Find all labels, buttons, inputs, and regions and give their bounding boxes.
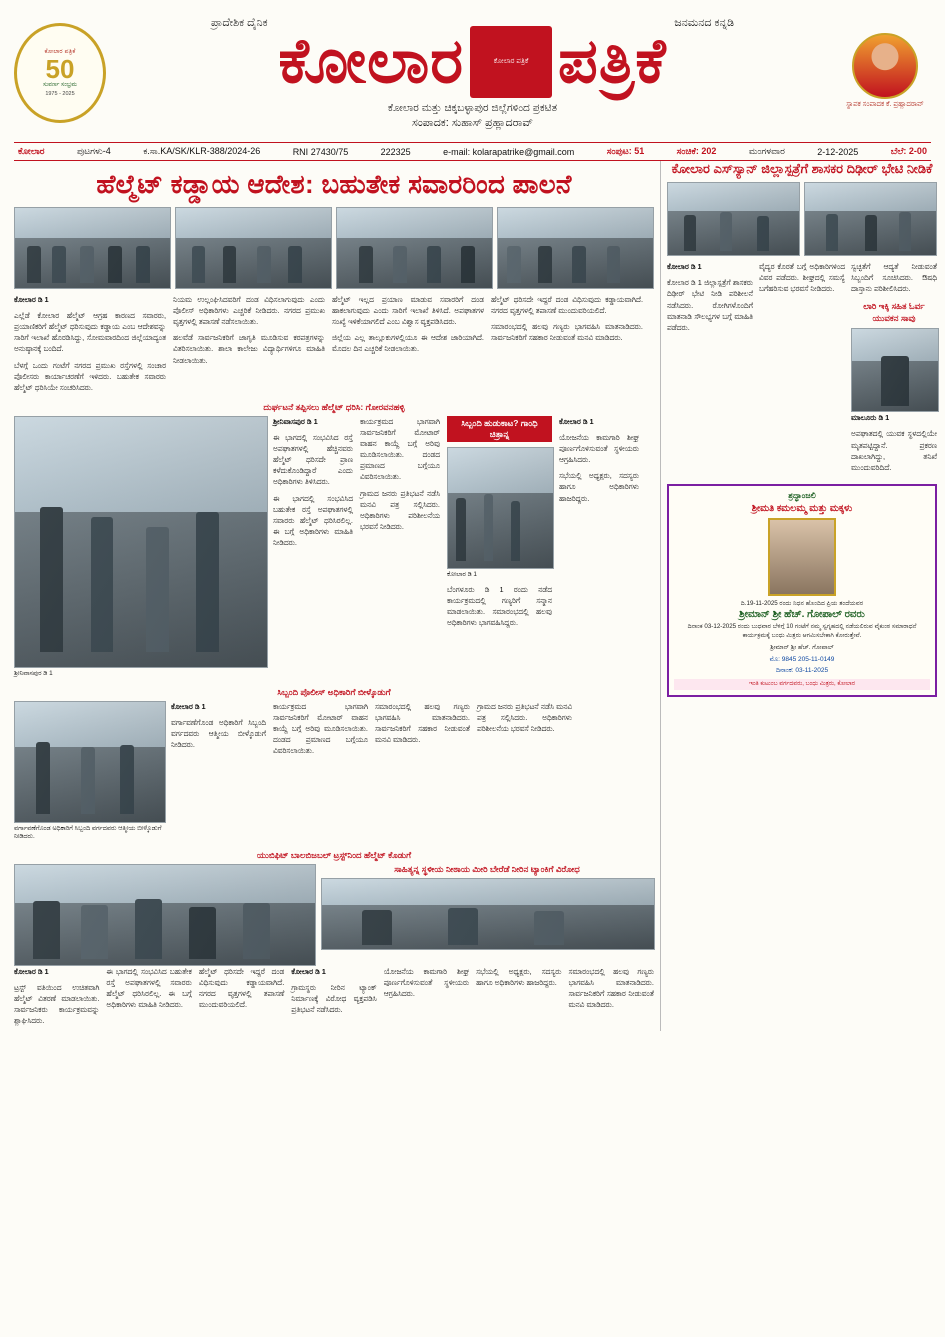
bottom-col-3 — [199, 966, 284, 1032]
bottom-col-2 — [106, 966, 191, 1032]
bottom-col-6 — [476, 966, 561, 1032]
info-date: 2-12-2025 — [817, 146, 859, 157]
founder-caption: ಸ್ಥಾಪಕ ಸಂಪಾದಕ ಕೆ. ಪ್ರಹ್ಲಾದರಾವ್ — [846, 100, 924, 108]
bottom-col-5 — [384, 966, 469, 1032]
bottom-col-1 — [14, 966, 99, 1032]
lead-text-columns — [14, 294, 654, 398]
farewell-photo-caption: ವರ್ಗಾವಣೆಗೊಂಡ ಅಧಿಕಾರಿಗೆ ಸಿಬ್ಬಂದಿ ವರ್ಗದವರು ಆತ್ಮೀಯ ಬೀಳ್ಕೊಡುಗೆ ನೀಡಿದರು. — [14, 824, 162, 841]
right-col1-body: ಕೋಲಾರ ಡಿ 1 ಜಿಲ್ಲಾಸ್ಪತ್ರೆಗೆ ಶಾಸಕರು ದಿಢೀರ್ ಭೇಟಿ ನೀಡಿ ಪರಿಶೀಲನೆ ನಡೆಸಿದರು. ರೋಗಿಗಳೊಂದಿಗೆ ಮಾತನಾಡಿ ಸೌಲಭ್ಯಗಳ ಬಗ್ಗೆ ಮಾಹಿತಿ ಪಡೆದರು. — [667, 278, 753, 332]
lead-photo-1 — [14, 207, 171, 289]
mid-col-b-extra: ಗ್ರಾಮದ ಜನರು ಪ್ರತಿಭಟನೆ ನಡೆಸಿ ಮನವಿ ಪತ್ರ ಸಲ್ಲಿಸಿದರು. ಅಧಿಕಾರಿಗಳು ಪರಿಶೀಲನೆಯ ಭರವಸೆ ನೀಡಿದರು. — [360, 488, 440, 531]
trust-photo — [14, 864, 316, 966]
bottom-col3-body: ಹೆಲ್ಮೆಟ್ ಧರಿಸದೇ ಇದ್ದರೆ ದಂಡ ವಿಧಿಸುವುದು ಕಡ್ಡಾಯವಾಗಿದೆ. ನಗರದ ವೃತ್ತಗಳಲ್ಲಿ ತಪಾಸಣೆ ಮುಂದುವರಿಯಲಿದೆ. — [198, 966, 285, 1010]
lead-photo-row — [14, 207, 654, 289]
right-col-1 — [667, 261, 753, 478]
info-place: ಕೋಲಾರ — [18, 146, 45, 156]
right-col-3 — [851, 261, 937, 478]
obit-text: ದಿನಾಂಕ 03-12-2025 ರಂದು ಬುಧವಾರ ಬೆಳಿಗ್ಗೆ 10 ಗಂಟೆಗೆ ನಮ್ಮ ಸ್ವಗೃಹದಲ್ಲಿ ನಡೆಯಲಿರುವ ವೈಕುಂಠ ಸಮಾರಾಧನೆ ಕಾರ್ಯಕ್ರಮಕ್ಕೆ ಬಂಧು ಮಿತ್ರರು ಆಗಮಿಸಬೇಕಾಗಿ ಕೋರುತ್ತೇವೆ. — [687, 622, 917, 639]
obit-photo-caption: ಶ್ರೀಮಾನ್ ಶ್ರೀ ಹೆಚ್. ಗೋಪಾಲ್ — [770, 643, 834, 651]
right-dateline: ಕೋಲಾರ ಡಿ 1 — [667, 262, 702, 272]
masthead-subtitle: ಕೋಲಾರ ಮತ್ತು ಚಿಕ್ಕಬಳ್ಳಾಪುರ ಜಿಲ್ಲೆಗಳಿಂದ ಪ್ರಕಟಿತ — [387, 101, 558, 114]
lead-col1-p2: ಬೆಳಗ್ಗೆ ಒಂದು ಗಂಟೆಗೆ ನಗರದ ಪ್ರಮುಖ ರಸ್ತೆಗಳಲ್ಲಿ ಸಂಚಾರ ಪೊಲೀಸರು ಕಾರ್ಯಾಚರಣೆಗೆ ಇಳಿದರು. ಬಹುತೇಕ ಸವಾರರು ಹೆಲ್ಮೆಟ್ ಧರಿಸಿಯೇ ಸಂಚರಿಸಿದರು. — [14, 360, 166, 392]
right-photo-1 — [667, 182, 800, 256]
right-col3-body: ಸ್ವಚ್ಛತೆಗೆ ಆದ್ಯತೆ ನೀಡುವಂತೆ ಸಿಬ್ಬಂದಿಗೆ ಸೂಚಿಸಿದರು. ಔಷಧಿ ದಾಸ್ತಾನು ಪರಿಶೀಲಿಸಿದರು. — [851, 262, 937, 294]
section-heading-trust: ಯುಬಿಫಿಟ್ ಬಾಲಬಿಜಬಲ್ ಟ್ರಸ್ಟ್‌ನಿಂದ ಹೆಲ್ಮೆಟ್ ಕೊಡುಗೆ — [256, 849, 412, 860]
mid-col-c-body: ಯೋಜನೆಯ ಕಾಮಗಾರಿ ಶೀಘ್ರ ಪೂರ್ಣಗೊಳಿಸುವಂತೆ ಸ್ಥಳೀಯರು ಆಗ್ರಹಿಸಿದರು. — [559, 432, 639, 465]
lead-col4-p1: ಹೆಲ್ಮೆಟ್ ಧರಿಸದೇ ಇದ್ದರೆ ದಂಡ ವಿಧಿಸುವುದು ಕಡ್ಡಾಯವಾಗಿದೆ. ನಗರದ ವೃತ್ತಗಳಲ್ಲಿ ತಪಾಸಣೆ ಮುಂದುವರಿಯಲಿದೆ. — [491, 295, 643, 316]
temple-emblem-icon: ಕೋಲಾರ ಪತ್ರಿಕೆ — [470, 26, 552, 98]
mid-col-a-dateline: ಶ್ರೀನಿವಾಸಪುರ ಡಿ 1 — [273, 416, 318, 426]
mid-col-c-extra: ಸಭೆಯಲ್ಲಿ ಅಧ್ಯಕ್ಷರು, ಸದಸ್ಯರು ಹಾಗೂ ಅಧಿಕಾರಿಗಳು ಹಾಜರಿದ್ದರು. — [559, 471, 639, 503]
obit-portrait — [768, 518, 836, 596]
traffic-photo-caption: ಶ್ರೀನಿವಾಸಪುರ ಡಿ 1 — [14, 669, 53, 677]
masthead-title-block — [106, 17, 839, 130]
bottom-col1-body: ಟ್ರಸ್ಟ್ ವತಿಯಿಂದ ಉಚಿತವಾಗಿ ಹೆಲ್ಮೆಟ್ ವಿತರಣೆ ಮಾಡಲಾಯಿತು. ಸಾರ್ವಜನಿಕರು ಕಾರ್ಯಕ್ರಮವನ್ನು ಶ್ಲಾಘಿಸಿದರು. — [14, 982, 100, 1026]
bottom-col-7 — [569, 966, 654, 1032]
obit-date-line: ದಿ.19-11-2025 ರಂದು ನಿಧನ ಹೊಂದಿದ ಪ್ರಿಯ ತಂದೆಯವರ — [740, 599, 864, 607]
mid-col-a-body: ಈ ಭಾಗದಲ್ಲಿ ಸಂಭವಿಸಿದ ರಸ್ತೆ ಅಪಘಾತಗಳಲ್ಲಿ ಹೆಚ್ಚಿನವರು ಹೆಲ್ಮೆಟ್ ಧರಿಸದೇ ಪ್ರಾಣ ಕಳೆದುಕೊಂಡಿದ್ದಾರೆ ಎಂದು ಅಧಿಕಾರಿಗಳು ತಿಳಿಸಿದರು. — [273, 432, 353, 487]
right-col2-body: ವೈದ್ಯರ ಕೊರತೆ ಬಗ್ಗೆ ಅಧಿಕಾರಿಗಳಿಂದ ವಿವರ ಪಡೆದರು. ಶೀಘ್ರದಲ್ಲಿ ಸಮಸ್ಯೆ ಬಗೆಹರಿಸುವ ಭರವಸೆ ನೀಡಿದರು. — [759, 262, 845, 294]
right-sub-photo — [851, 328, 939, 412]
info-rni: RNI 27430/75 — [292, 146, 349, 157]
right-headline: ಕೋಲಾರ ಎಸ್‌ಸ್ಯಾನ್ ಜಿಲ್ಲಾಸ್ಪತ್ರೆಗೆ ಶಾಸಕರ ದಿಢೀರ್ ಭೇಟಿ ನೀಡಿಕೆ — [671, 161, 933, 176]
lead-col4-p2: ಸಮಾರಂಭದಲ್ಲಿ ಹಲವು ಗಣ್ಯರು ಭಾಗವಹಿಸಿ ಮಾತನಾಡಿದರು. ಸಾರ್ವಜನಿಕರಿಗೆ ಸಹಕಾರ ನೀಡುವಂತೆ ಮನವಿ ಮಾಡಿದರು. — [491, 322, 643, 343]
award-photo — [447, 447, 554, 569]
bottom-text-columns — [14, 966, 654, 1032]
water-tank-photo — [321, 878, 655, 950]
bottom-col2-body: ಈ ಭಾಗದಲ್ಲಿ ಸಂಭವಿಸಿದ ಬಹುತೇಕ ರಸ್ತೆ ಅಪಘಾತಗಳಲ್ಲಿ ಸವಾರರು ಹೆಲ್ಮೆಟ್ ಧರಿಸಿರಲಿಲ್ಲ. ಈ ಬಗ್ಗೆ ಅಧಿಕಾರಿಗಳು ಮಾಹಿತಿ ನೀಡಿದರು. — [106, 966, 192, 1010]
page-content — [14, 161, 937, 1031]
right-sub-heading: ಲಾರಿ ಇಕ್ಕಿ ಸಹಿತ ಓರ್ವ ಯುವಕನ ಸಾವು — [863, 300, 925, 324]
mid-photo-col — [14, 416, 266, 683]
mid-col-b-body: ಕಾರ್ಯಕ್ರಮದ ಭಾಗವಾಗಿ ಸಾರ್ವಜನಿಕರಿಗೆ ಮೋಟಾರ್ ವಾಹನ ಕಾಯ್ದೆ ಬಗ್ಗೆ ಅರಿವು ಮೂಡಿಸಲಾಯಿತು. ದಂಡದ ಪ್ರಮಾಣದ ಬಗ್ಗೆಯೂ ವಿವರಿಸಲಾಯಿತು. — [360, 416, 440, 482]
mid-col-a — [273, 416, 353, 683]
lead-headline: ಹೆಲ್ಮೆಟ್ ಕಡ್ಡಾಯ ಆದೇಶ: ಬಹುತೇಕ ಸವಾರರಿಂದ ಪಾಲನೆ — [96, 169, 572, 199]
lead-dateline: ಕೋಲಾರ ಡಿ 1 — [14, 295, 49, 304]
lead-col3-p2: ಜಿಲ್ಲೆಯ ಎಲ್ಲ ತಾಲ್ಲೂಕುಗಳಲ್ಲಿಯೂ ಈ ಆದೇಶ ಜಾರಿಯಾಗಿದೆ. ಮೊದಲ ದಿನ ಎಚ್ಚರಿಕೆ ನೀಡಲಾಯಿತು. — [332, 333, 484, 354]
right-sub-dateline: ಮಾಲೂರು ಡಿ 1 — [851, 413, 890, 423]
pre-title-right: ಜನಮನದ ಕನ್ನಡಿ — [674, 16, 734, 29]
bottom-col7-body: ಸಮಾರಂಭದಲ್ಲಿ ಹಲವು ಗಣ್ಯರು ಭಾಗವಹಿಸಿ ಮಾತನಾಡಿದರು. ಸಾರ್ವಜನಿಕರಿಗೆ ಸಹಕಾರ ನೀಡುವಂತೆ ಮನವಿ ಮಾಡಿದರು. — [568, 966, 654, 1010]
right-photo-2 — [804, 182, 937, 256]
obit-line1: ಶ್ರದ್ಧಾಂಜಲಿ — [788, 490, 816, 500]
farewell-col-1 — [171, 701, 266, 846]
lead-col-3 — [332, 294, 484, 398]
right-sub-body: ಅಪಘಾತದಲ್ಲಿ ಯುವಕ ಸ್ಥಳದಲ್ಲಿಯೇ ಮೃತಪಟ್ಟಿದ್ದಾನೆ. ಪ್ರಕರಣ ದಾಖಲಾಗಿದ್ದು, ತನಿಖೆ ಮುಂದುವರಿದಿದೆ. — [851, 429, 937, 472]
bottom-col4-body: ಗ್ರಾಮಸ್ಥರು ನೀರಿನ ಟ್ಯಾಂಕ್ ನಿರ್ಮಾಣಕ್ಕೆ ವಿರೋಧ ವ್ಯಕ್ತಪಡಿಸಿ ಪ್ರತಿಭಟನೆ ನಡೆಸಿದರು. — [291, 982, 377, 1015]
farewell-col-4 — [477, 701, 572, 846]
editor-line: ಸಂಪಾದಕ: ಸುಹಾಸ್ ಪ್ರಹ್ಲಾದರಾವ್ — [412, 116, 533, 129]
lead-col-4 — [491, 294, 643, 398]
bottom-col5-body: ಯೋಜನೆಯ ಕಾಮಗಾರಿ ಶೀಘ್ರ ಪೂರ್ಣಗೊಳಿಸುವಂತೆ ಸ್ಥಳೀಯರು ಆಗ್ರಹಿಸಿದರು. — [383, 966, 470, 999]
farewell-col-2 — [273, 701, 368, 846]
info-email[interactable]: e-mail: kolarapatrike@gmail.com — [443, 146, 575, 157]
mid-col-c — [559, 416, 639, 683]
info-volume: ಸಂಪುಟ: 51 — [606, 146, 645, 156]
paper-title-right: ಪತ್ರಿಕೆ — [558, 26, 667, 96]
award-photo-caption: ಕೋಲಾರ ಡಿ 1 — [447, 570, 477, 578]
obit-line2: ಶ್ರೀಮತಿ ಕಮಲಮ್ಮ ಮತ್ತು ಮಕ್ಕಳು — [751, 502, 853, 514]
info-registration: ಕ.ಸಾ.KA/SK/KLR-388/2024-26 — [143, 146, 261, 156]
farewell-col4-body: ಗ್ರಾಮದ ಜನರು ಪ್ರತಿಭಟನೆ ನಡೆಸಿ ಮನವಿ ಪತ್ರ ಸಲ್ಲಿಸಿದರು. ಅಧಿಕಾರಿಗಳು ಪರಿಶೀಲನೆಯ ಭರವಸೆ ನೀಡಿದರು. — [477, 701, 572, 733]
farewell-col2-body: ಕಾರ್ಯಕ್ರಮದ ಭಾಗವಾಗಿ ಸಾರ್ವಜನಿಕರಿಗೆ ಮೋಟಾರ್ ವಾಹನ ಕಾಯ್ದೆ ಬಗ್ಗೆ ಅರಿವು ಮೂಡಿಸಲಾಯಿತು. ದಂಡದ ಪ್ರಮಾಣದ ಬಗ್ಗೆಯೂ ವಿವರಿಸಲಾಯಿತು. — [273, 701, 368, 755]
farewell-col3-body: ಸಮಾರಂಭದಲ್ಲಿ ಹಲವು ಗಣ್ಯರು ಭಾಗವಹಿಸಿ ಮಾತನಾಡಿದರು. ಸಾರ್ವಜನಿಕರಿಗೆ ಸಹಕಾರ ನೀಡುವಂತೆ ಮನವಿ ಮಾಡಿದರು. — [375, 701, 470, 744]
lead-photo-4 — [497, 207, 654, 289]
logo-top-text: ಕೋಲಾರ ಪತ್ರಿಕೆ — [44, 49, 76, 55]
section-heading-watertank: ಸಾಹಿತ್ಯನ್ನ ಸ್ಥಳೀಯ ನೀಠಾಯ ಮೀರಿ ಬೇರೆಡೆ ನೀರಿನ ಟ್ಯಾಂಕಿಗೆ ವಿರೋಧ — [394, 863, 580, 874]
info-issue: ಸಂಚಿಕೆ: 202 — [676, 146, 717, 156]
logo-fifty: 50 — [45, 54, 75, 84]
right-zone — [660, 161, 937, 1031]
lead-col1-p1: ಎಲ್ಲೆಡೆ ಕೋಲಾರ ಹೆಲ್ಮೆಟ್ ಆಗ್ರಹ ಕಾರಣದ ಸವಾರರು, ಪ್ರಯಾಣಿಕರಿಗೆ ಹೆಲ್ಮೆಟ್ ಧರಿಸುವುದು ಕಡ್ಡಾಯ ಎಂಬ ಆದೇಶವನ್ನು ಸಾರಿಗೆ ಇಲಾಖೆ ಹೊರಡಿಸಿದ್ದು, ಸೋಮವಾರದಿಂದ ಜಿಲ್ಲೆಯಾದ್ಯಂತ ಅನುಷ್ಠಾನಕ್ಕೆ ಬಂದಿದೆ. — [14, 311, 166, 354]
founder-block — [839, 33, 931, 113]
info-phone: 222325 — [380, 146, 411, 157]
logo-years: 1975 - 2025 — [45, 91, 75, 97]
obit-phone-2: ದಿನಾಂಕ: 03-11-2025 — [775, 666, 829, 674]
masthead — [14, 8, 931, 138]
obituary-advert — [667, 484, 937, 697]
right-photo-row — [667, 182, 937, 256]
mid-col-a-extra: ಈ ಭಾಗದಲ್ಲಿ ಸಂಭವಿಸಿದ ಬಹುತೇಕ ರಸ್ತೆ ಅಪಘಾತಗಳಲ್ಲಿ ಸವಾರರು ಹೆಲ್ಮೆಟ್ ಧರಿಸಿರಲಿಲ್ಲ. ಈ ಬಗ್ಗೆ ಅಧಿಕಾರಿಗಳು ಮಾಹಿತಿ ನೀಡಿದರು. — [273, 493, 353, 547]
lead-photo-2 — [175, 207, 332, 289]
section-heading-gandhi: ಸಿಬ್ಬಂದಿ ಹುಡುಕಾಟ? ಗಾಂಧಿ ಚಿತ್ರಾನ್ನ — [447, 416, 552, 442]
anniversary-logo — [14, 23, 106, 123]
left-zone — [14, 161, 654, 1031]
info-pages: ಪುಟಗಳು-4 — [76, 146, 111, 156]
info-bar — [14, 142, 931, 161]
pre-title-left: ಪ್ರಾದೇಶಿಕ ದೈನಿಕ — [211, 16, 268, 29]
traffic-photo — [14, 416, 268, 668]
farewell-col-3 — [375, 701, 470, 846]
bottom-col6-body: ಸಭೆಯಲ್ಲಿ ಅಧ್ಯಕ್ಷರು, ಸದಸ್ಯರು ಹಾಗೂ ಅಧಿಕಾರಿಗಳು ಹಾಜರಿದ್ದರು. — [476, 966, 562, 987]
award-body: ಬೆಂಗಳೂರು ಡಿ 1 ರಂದು ನಡೆದ ಕಾರ್ಯಕ್ರಮದಲ್ಲಿ ಗಣ್ಯರಿಗೆ ಸನ್ಮಾನ ಮಾಡಲಾಯಿತು. ಸಮಾರಂಭದಲ್ಲಿ ಹಲವು ಅಧಿಕಾರಿಗಳು ಭಾಗವಹಿಸಿದ್ದರು. — [447, 584, 552, 627]
mid-col-b — [360, 416, 440, 683]
farewell-photo-col — [14, 701, 164, 846]
award-text — [447, 584, 552, 628]
mid-col-c-dateline: ಕೋಲಾರ ಡಿ 1 — [559, 416, 594, 426]
mid-row-2 — [14, 701, 654, 846]
farewell-photo — [14, 701, 166, 823]
right-text-columns — [667, 261, 937, 478]
mid-row-3 — [14, 864, 654, 966]
trust-photo-col — [14, 864, 314, 966]
bottom-col1-dateline: ಕೋಲಾರ ಡಿ 1 — [14, 966, 49, 976]
mid-row-1 — [14, 416, 654, 683]
award-photo-col — [447, 416, 552, 683]
bottom-col4-dateline: ಕೋಲಾರ ಡಿ 1 — [291, 966, 326, 976]
lead-col-1 — [14, 294, 166, 398]
lead-col-2 — [173, 294, 325, 398]
lead-col2-p2: ಹಲವೆಡೆ ಸಾರ್ವಜನಿಕರಿಗೆ ಜಾಗೃತಿ ಮೂಡಿಸುವ ಕರಪತ್ರಗಳನ್ನು ವಿತರಿಸಲಾಯಿತು. ಶಾಲಾ ಕಾಲೇಜು ವಿದ್ಯಾರ್ಥಿಗಳಿಗೂ ಮಾಹಿತಿ ನೀಡಲಾಯಿತು. — [173, 333, 325, 365]
founder-portrait — [852, 33, 918, 99]
obit-name: ಶ್ರೀಮಾನ್ ಶ್ರೀ ಹೆಚ್. ಗೋಪಾಲ್ ರವರು — [739, 608, 865, 620]
section-heading-gorvanahalli: ದುರ್ಘಟನೆ ತಪ್ಪಿಸಲು ಹೆಲ್ಮೆಟ್ ಧರಿಸಿ: ಗೋರವನಹಳ್ಳಿ — [263, 401, 405, 412]
farewell-dateline: ಕೋಲಾರ ಡಿ 1 — [171, 701, 206, 711]
right-col-2 — [759, 261, 845, 478]
obit-phone-1: ಮೊ: 9845 205-11-0149 — [769, 655, 835, 663]
lead-photo-3 — [336, 207, 493, 289]
water-tank-col — [321, 864, 653, 966]
paper-title-left: ಕೋಲಾರ — [278, 26, 465, 96]
lead-col3-p1: ಹೆಲ್ಮೆಟ್ ಇಲ್ಲದ ಪ್ರಯಾಣ ಮಾಡುವ ಸವಾರರಿಗೆ ದಂಡ ಹಾಕಲಾಗುವುದು ಎಂದು ಸಾರಿಗೆ ಇಲಾಖೆ ತಿಳಿಸಿದೆ. ಅಪಘಾತಗಳ ಸಂಖ್ಯೆ ಇಳಿಕೆಯಾಗಲಿದೆ ಎಂಬ ವಿಶ್ವಾಸ ವ್ಯಕ್ತಪಡಿಸಿದರು. — [332, 295, 484, 327]
bottom-col-4 — [291, 966, 376, 1032]
info-price: ಬೆಲೆ: 2-00 — [890, 146, 927, 156]
farewell-body: ವರ್ಗಾವಣೆಗೊಂಡ ಅಧಿಕಾರಿಗೆ ಸಿಬ್ಬಂದಿ ವರ್ಗದವರು ಆತ್ಮೀಯ ಬೀಳ್ಕೊಡುಗೆ ನೀಡಿದರು. — [171, 717, 266, 749]
obit-band: ಇಂತಿ ಕುಟುಂಬ ವರ್ಗದವರು, ಬಂಧು ಮಿತ್ರರು, ಕೋಲಾರ — [674, 679, 930, 690]
lead-col2-p1: ನಿಯಮ ಉಲ್ಲಂಘಿಸಿದವರಿಗೆ ದಂಡ ವಿಧಿಸಲಾಗುವುದು ಎಂದು ಪೊಲೀಸ್ ಅಧಿಕಾರಿಗಳು ಎಚ್ಚರಿಕೆ ನೀಡಿದರು. ನಗರದ ಪ್ರಮುಖ ವೃತ್ತಗಳಲ್ಲಿ ತಪಾಸಣೆ ನಡೆಸಲಾಯಿತು. — [173, 295, 325, 327]
info-day: ಮಂಗಳವಾರ — [748, 146, 785, 156]
logo-mid-text: ಸುವರ್ಣ ಸಂಭ್ರಮ — [43, 82, 77, 88]
section-heading-farewell: ಸಿಬ್ಬಂದಿ ಪೊಲೀಸ್ ಅಧಿಕಾರಿಗೆ ಬೀಳ್ಕೊಡುಗೆ — [277, 686, 391, 697]
